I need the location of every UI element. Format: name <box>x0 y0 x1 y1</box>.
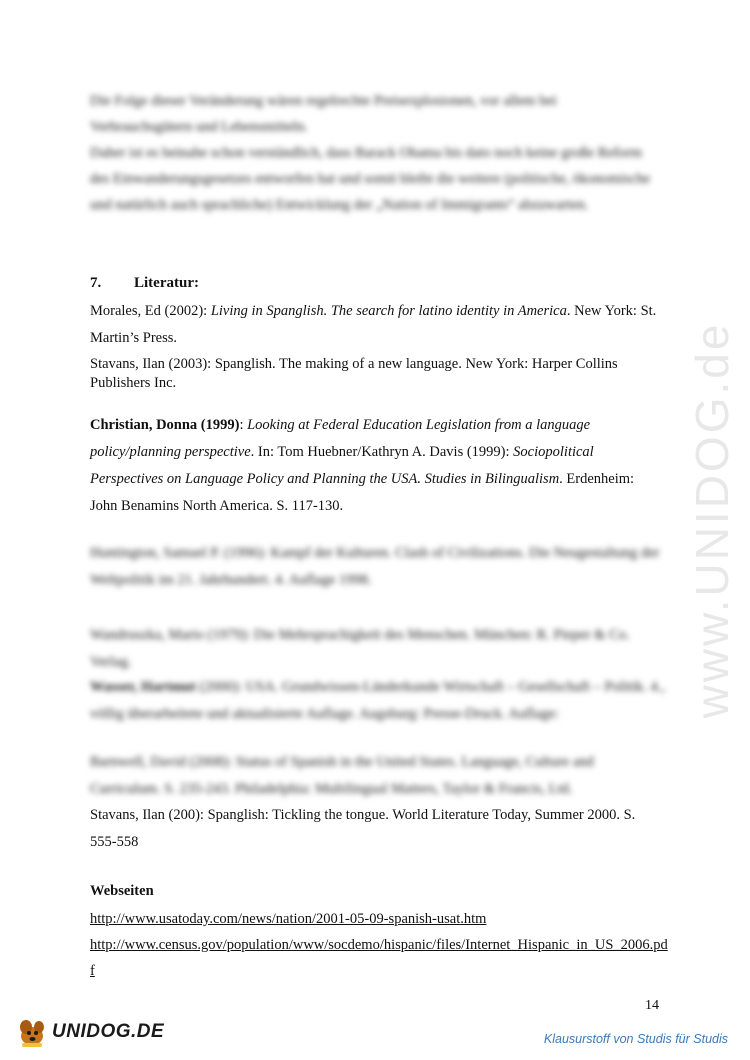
blurred-reference: Wandruszka, Mario (1979): Die Mehrsprachigkeit des Menschen. München: R. Pieper & Co. Verlag. <box>90 627 630 670</box>
ref-author: Christian, Donna (1999) <box>90 417 240 433</box>
ref-book: Sociopolitical Perspectives on Language Policy and Planning the USA. Studies in Bilingualism <box>90 444 594 487</box>
blurred-text: Daher ist es beinahe schon verständlich, dass Barack Obama bis dato noch keine große Reform des Einwanderungsgesetzes entworfen hat und somit bleibt die weitere (politische, ökonomische und natürlich auch sprachliche) Entwicklung der „Nation of Immigrants“ abzuwarten. <box>90 145 651 213</box>
blurred-reference <box>90 674 665 728</box>
ref-title: Living in Spanglish. The search for latino identity in America <box>210 303 567 319</box>
blurred-paragraph <box>90 88 660 218</box>
ref-author: Wasser, Hartmut <box>90 679 196 695</box>
section-number: 7. <box>90 275 102 291</box>
section-heading <box>90 275 199 292</box>
website-link[interactable]: http://www.usatoday.com/news/nation/2001-05-09-spanish-usat.htm <box>90 911 487 927</box>
section-title: Literatur: <box>134 275 199 291</box>
website-link[interactable]: http://www.census.gov/population/www/socdemo/hispanic/files/Internet_Hispanic_in_US_2006.pdf <box>90 937 668 979</box>
ref-title: Looking at Federal Education Legislation from a language policy/planning perspective <box>90 417 591 460</box>
page-number: 14 <box>645 998 659 1013</box>
blurred-text: Die Folge dieser Veränderung wären regelrechte Preisexplosionen, vor allem bei Verbrauchsgütern und Lebensmitteln. <box>90 93 557 135</box>
ref-rest: . New York: St. Martin’s Press. <box>90 303 657 346</box>
ref-mid: . In: Tom Huebner/Kathryn A. Davis (1999): <box>250 444 514 460</box>
reference-stavans-2003: Stavans, Ilan (2003): Spanglish. The making of a new language. New York: Harper Collins Publishers Inc. <box>90 356 618 391</box>
dog-icon <box>14 1016 54 1050</box>
reference-stavans-2000: Stavans, Ilan (200): Spanglish: Tickling the tongue. World Literature Today, Summer 2000. S. 555-558 <box>90 807 636 850</box>
ref-sep: : <box>239 417 248 433</box>
ref-author: Morales, Ed (2002): <box>90 303 211 319</box>
blurred-reference: Huntington, Samuel P. (1996): Kampf der Kulturen. Clash of Civilizations. Die Neugestaltung der Weltpolitik im 21. Jahrhundert. 4. Auflage 1998. <box>90 545 660 588</box>
websites-heading: Webseiten <box>90 883 154 899</box>
watermark: www.UNIDOG.de <box>686 321 738 719</box>
reference-christian <box>90 412 665 520</box>
reference-morales <box>90 298 665 352</box>
unidog-logo <box>14 1018 165 1050</box>
logo-text: UNIDOG.DE <box>52 1021 165 1042</box>
blurred-reference: Barnwell, David (2008): Status of Spanish in the United States. Language, Culture and Curriculum. S. 235-243. Philadelphia: Multilingual Matters, Taylor & Francis, Ltd. <box>90 754 594 797</box>
footer-tagline: Klausurstoff von Studis für Studis <box>543 1032 728 1046</box>
ref-rest: . Erdenheim: John Benamins North America. S. 117-130. <box>90 471 635 514</box>
ref-rest: (2000): USA. Grundwissen-Länderkunde Wirtschaft – Gesellschaft – Politik. 4., völlig überarbeitete und aktualisierte Auflage. Augsburg: Presse-Druck. Auflage: <box>90 679 665 722</box>
